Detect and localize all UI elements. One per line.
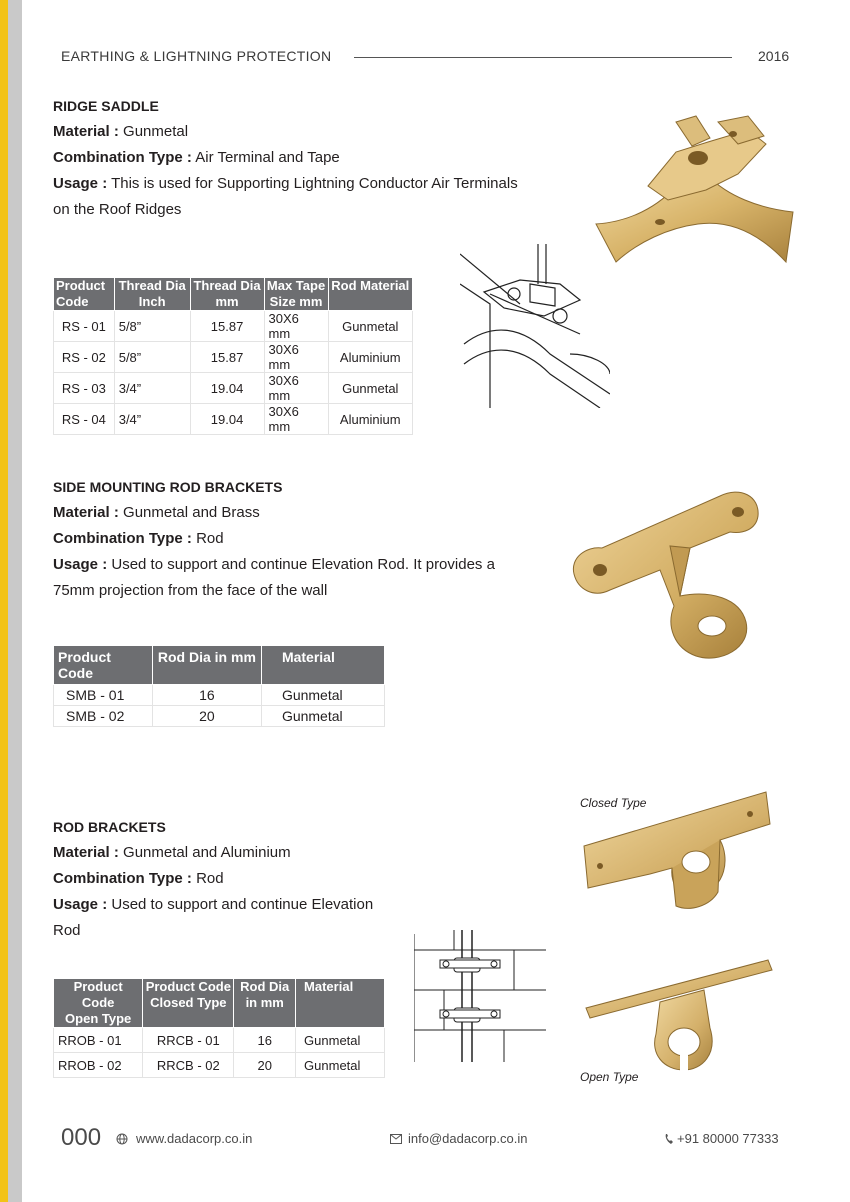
header-year: 2016 — [758, 48, 790, 64]
side-mounting-table — [53, 645, 385, 727]
column-header: Material — [296, 979, 385, 1028]
column-header: Max Tape Size mm — [264, 278, 328, 311]
usage-line — [53, 175, 518, 192]
usage-value: Used to support and continue Elevation Rod. It provides a — [111, 556, 495, 573]
table-row: RROB - 02 RRCB - 02 20 Gunmetal — [54, 1053, 385, 1078]
combination-label: Combination Type : — [53, 149, 192, 166]
side-mounting-bracket-image — [570, 486, 790, 666]
section-title-ridge-saddle: RIDGE SADDLE — [53, 98, 159, 114]
usage-label: Usage : — [53, 175, 108, 192]
section-title-rod-brackets: ROD BRACKETS — [53, 819, 166, 835]
column-header: Thread Dia mm — [190, 278, 264, 311]
material-label: Material : — [53, 504, 119, 521]
table-row: RS - 02 5/8” 15.87 30X6 mm Aluminium — [54, 342, 413, 373]
open-type-caption: Open Type — [580, 1070, 639, 1084]
usage-line-2: on the Roof Ridges — [53, 201, 182, 218]
table-header-row — [54, 646, 385, 685]
column-header: Product Code — [54, 646, 153, 685]
combination-label: Combination Type : — [53, 530, 192, 547]
usage-line — [53, 896, 373, 913]
usage-label: Usage : — [53, 556, 108, 573]
usage-line — [53, 556, 495, 573]
open-type-bracket-image — [584, 958, 774, 1076]
usage-line-2: 75mm projection from the face of the wall — [53, 582, 328, 599]
column-header: Thread Dia Inch — [114, 278, 190, 311]
combination-line — [53, 530, 224, 547]
usage-value: This is used for Supporting Lightning Conductor Air Terminals — [111, 175, 518, 192]
material-value: Gunmetal and Aluminium — [123, 844, 291, 861]
rod-bracket-installation-drawing — [414, 930, 546, 1062]
side-stripe-gray — [8, 0, 22, 1202]
column-header: Rod Material — [328, 278, 412, 311]
material-label: Material : — [53, 844, 119, 861]
material-label: Material : — [53, 123, 119, 140]
table-row: RROB - 01 RRCB - 01 16 Gunmetal — [54, 1028, 385, 1053]
email-icon — [390, 1134, 402, 1144]
column-header: Rod Dia in mm — [152, 646, 261, 685]
table-row: RS - 04 3/4” 19.04 30X6 mm Aluminium — [54, 404, 413, 435]
ridge-saddle-product-image — [588, 112, 798, 272]
combination-value: Air Terminal and Tape — [195, 149, 340, 166]
closed-type-bracket-image — [580, 788, 772, 910]
website-link[interactable]: www.dadacorp.co.in — [136, 1131, 253, 1146]
combination-line — [53, 870, 224, 887]
table-row: SMB - 02 20 Gunmetal — [54, 706, 385, 727]
column-header: Product Code Closed Type — [143, 979, 234, 1028]
material-value: Gunmetal — [123, 123, 189, 140]
column-header: Rod Dia in mm — [234, 979, 296, 1028]
header-rule — [354, 57, 732, 58]
closed-type-caption: Closed Type — [580, 796, 647, 810]
column-header: Material — [261, 646, 384, 685]
combination-label: Combination Type : — [53, 870, 192, 887]
column-header: Product Code Open Type — [54, 979, 143, 1028]
combination-line — [53, 149, 340, 166]
side-stripe-yellow — [0, 0, 8, 1202]
table-row: RS - 01 5/8” 15.87 30X6 mm Gunmetal — [54, 311, 413, 342]
usage-label: Usage : — [53, 896, 108, 913]
combination-value: Rod — [196, 870, 224, 887]
table-row: RS - 03 3/4” 19.04 30X6 mm Gunmetal — [54, 373, 413, 404]
usage-line-2: Rod — [53, 922, 81, 939]
table-header-row — [54, 278, 413, 311]
phone-icon — [664, 1133, 674, 1145]
ridge-saddle-table — [53, 277, 413, 435]
page-number: 000 — [61, 1124, 102, 1151]
usage-value: Used to support and continue Elevation — [111, 896, 374, 913]
material-value: Gunmetal and Brass — [123, 504, 260, 521]
material-line — [53, 123, 188, 140]
section-title-side-mounting: SIDE MOUNTING ROD BRACKETS — [53, 479, 283, 495]
table-row: SMB - 01 16 Gunmetal — [54, 685, 385, 706]
phone-number[interactable]: +91 80000 77333 — [677, 1131, 779, 1146]
combination-value: Rod — [196, 530, 224, 547]
email-link[interactable]: info@dadacorp.co.in — [408, 1131, 528, 1146]
material-line — [53, 504, 260, 521]
ridge-saddle-installation-drawing — [460, 244, 610, 408]
material-line — [53, 844, 291, 861]
rod-brackets-table — [53, 978, 385, 1078]
column-header: Product Code — [54, 278, 115, 311]
table-header-row — [54, 979, 385, 1028]
globe-icon — [116, 1133, 128, 1145]
header-title: EARTHING & LIGHTNING PROTECTION — [61, 48, 332, 64]
